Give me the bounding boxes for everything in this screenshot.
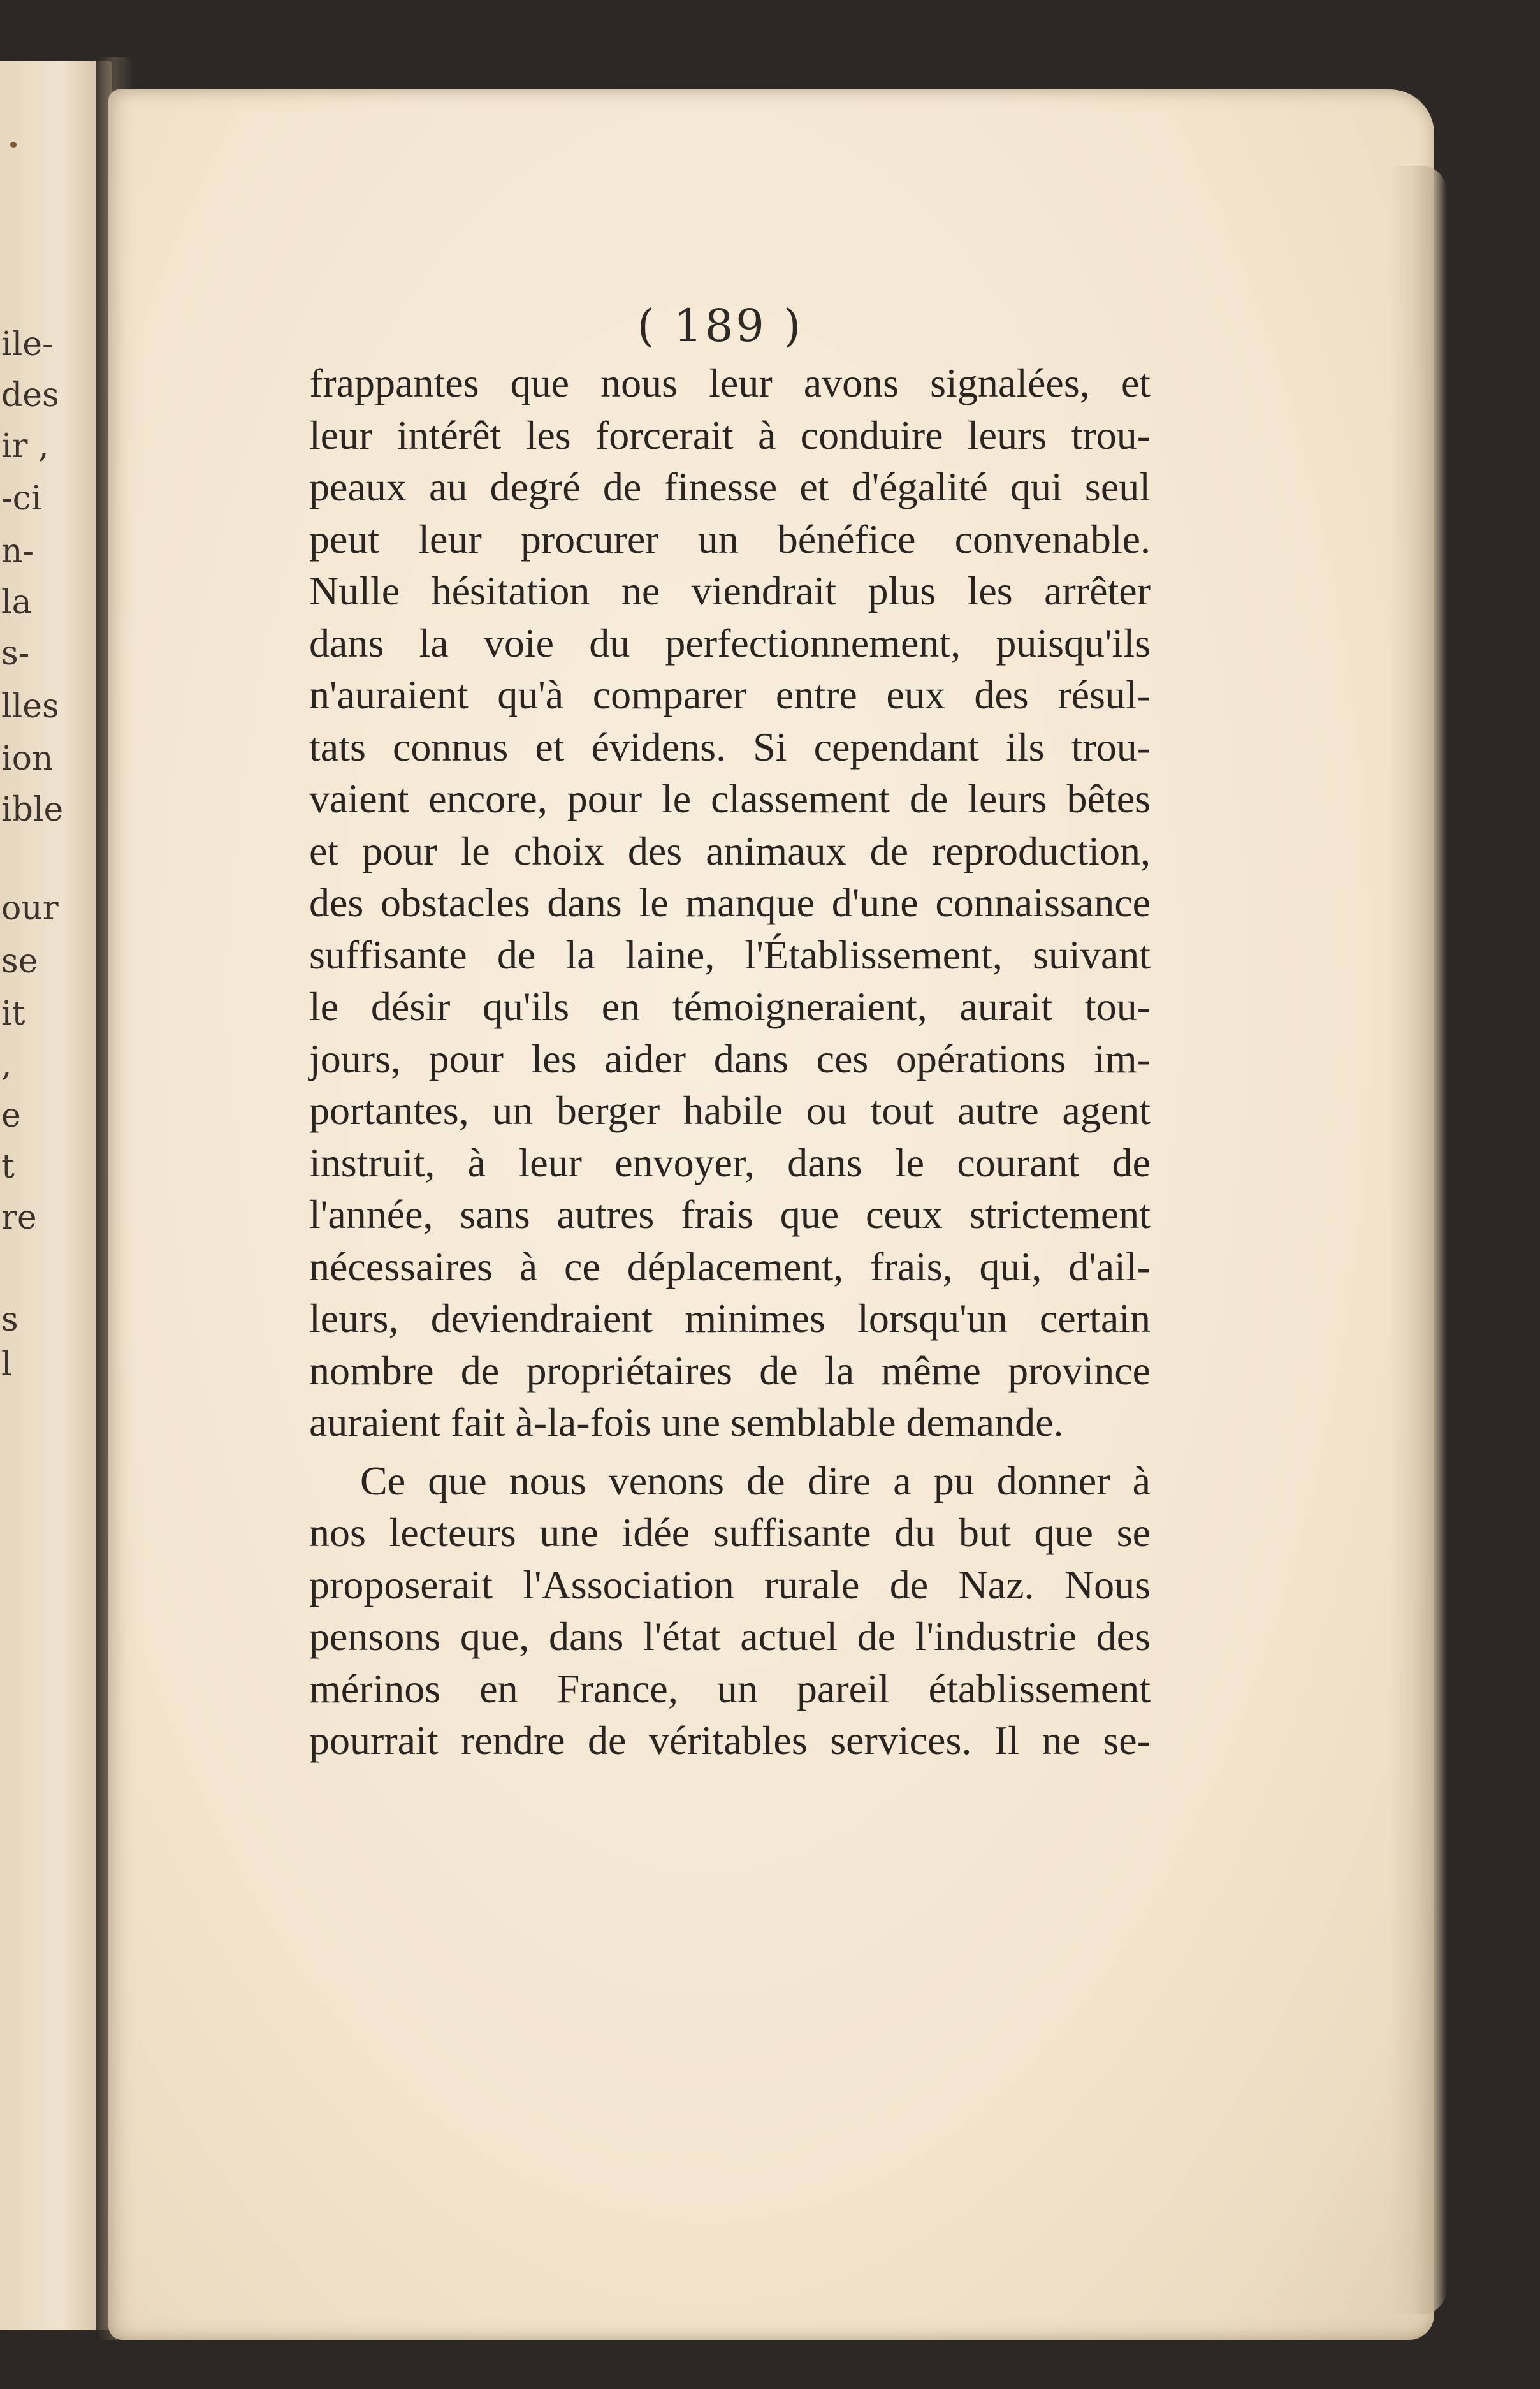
text-line: leur intérêt les forcerait à conduire leurs trou- [309, 412, 1151, 458]
facing-page-fragment: re [1, 1199, 37, 1237]
facing-page-fragment: , [1, 1046, 12, 1084]
facing-page-fragment: our [1, 889, 59, 928]
paragraph [309, 1455, 1151, 1767]
text-line: peut leur procurer un bénéfice convenable. [309, 516, 1151, 562]
text-line: suffisante de la laine, l'Établissement, suivant [309, 931, 1151, 977]
facing-page-fragment: s [1, 1301, 18, 1339]
text-line: pourrait rendre de véritables services. Il ne se- [309, 1718, 1151, 1763]
facing-page-fragment: n- [1, 532, 34, 571]
text-line: nos lecteurs une idée suffisante du but que se [309, 1510, 1151, 1555]
facing-page-text-fragments [0, 61, 112, 2330]
text-line: mérinos en France, un pareil établissement [309, 1665, 1151, 1711]
facing-page-edge [0, 61, 112, 2330]
text-line: frappantes que nous leur avons signalées, et [309, 360, 1151, 405]
text-line: nécessaires à ce déplacement, frais, qui, d'ail- [309, 1243, 1151, 1289]
facing-page-fragment: ile- [1, 325, 54, 363]
text-line: n'auraient qu'à comparer entre eux des résul- [309, 672, 1151, 717]
text-line: pensons que, dans l'état actuel de l'industrie des [309, 1614, 1151, 1659]
text-line: le désir qu'ils en témoigneraient, aurait tou- [309, 984, 1151, 1029]
text-line: nombre de propriétaires de la même province [309, 1347, 1151, 1393]
facing-page-fragment: ir , [1, 427, 49, 465]
facing-page-fragment: la [1, 583, 32, 622]
paragraph [309, 357, 1151, 1449]
facing-page-fragment: -ci [1, 479, 42, 518]
page-fore-edge [1390, 166, 1447, 2314]
text-line: jours, pour les aider dans ces opérations im- [309, 1035, 1151, 1081]
facing-page-fragment: se [1, 942, 38, 981]
text-line: proposerait l'Association rurale de Naz. Nous [309, 1561, 1151, 1607]
text-line: portantes, un berger habile ou tout autre agent [309, 1088, 1151, 1133]
text-line: l'année, sans autres frais que ceux strictement [309, 1192, 1151, 1237]
paragraph-gap [309, 1449, 1151, 1455]
body-text [309, 357, 1151, 1767]
facing-page-fragment: lles [1, 687, 59, 726]
facing-page-fragment: ion [1, 740, 54, 778]
facing-page-fragment: e [1, 1097, 21, 1135]
facing-page-fragment: it [1, 995, 25, 1033]
facing-page-fragment: t [1, 1148, 15, 1186]
text-line: des obstacles dans le manque d'une connaissance [309, 880, 1151, 925]
page-number: ( 189 ) [637, 300, 804, 352]
text-line: vaient encore, pour le classement de leurs bêtes [309, 776, 1151, 821]
text-line: instruit, à leur envoyer, dans le courant de [309, 1139, 1151, 1185]
text-line: Nulle hésitation ne viendrait plus les arrêter [309, 568, 1151, 613]
text-line: peaux au degré de finesse et d'égalité qui seul [309, 464, 1151, 509]
facing-page-fragment: ible [1, 791, 64, 829]
facing-page-fragment: s- [1, 634, 30, 673]
facing-page-fragment: des [1, 376, 59, 414]
text-line: auraient fait à-la-fois une semblable demande. [309, 1399, 1064, 1445]
text-line: tats connus et évidens. Si cependant ils trou- [309, 724, 1151, 770]
text-line: Ce que nous venons de dire a pu donner à [360, 1458, 1151, 1503]
text-line: leurs, deviendraient minimes lorsqu'un certain [309, 1296, 1151, 1341]
paper-speck [10, 142, 17, 148]
text-line: dans la voie du perfectionnement, puisqu'ils [309, 620, 1151, 666]
text-line: et pour le choix des animaux de reproduction, [309, 828, 1151, 873]
facing-page-fragment: l [1, 1345, 12, 1384]
